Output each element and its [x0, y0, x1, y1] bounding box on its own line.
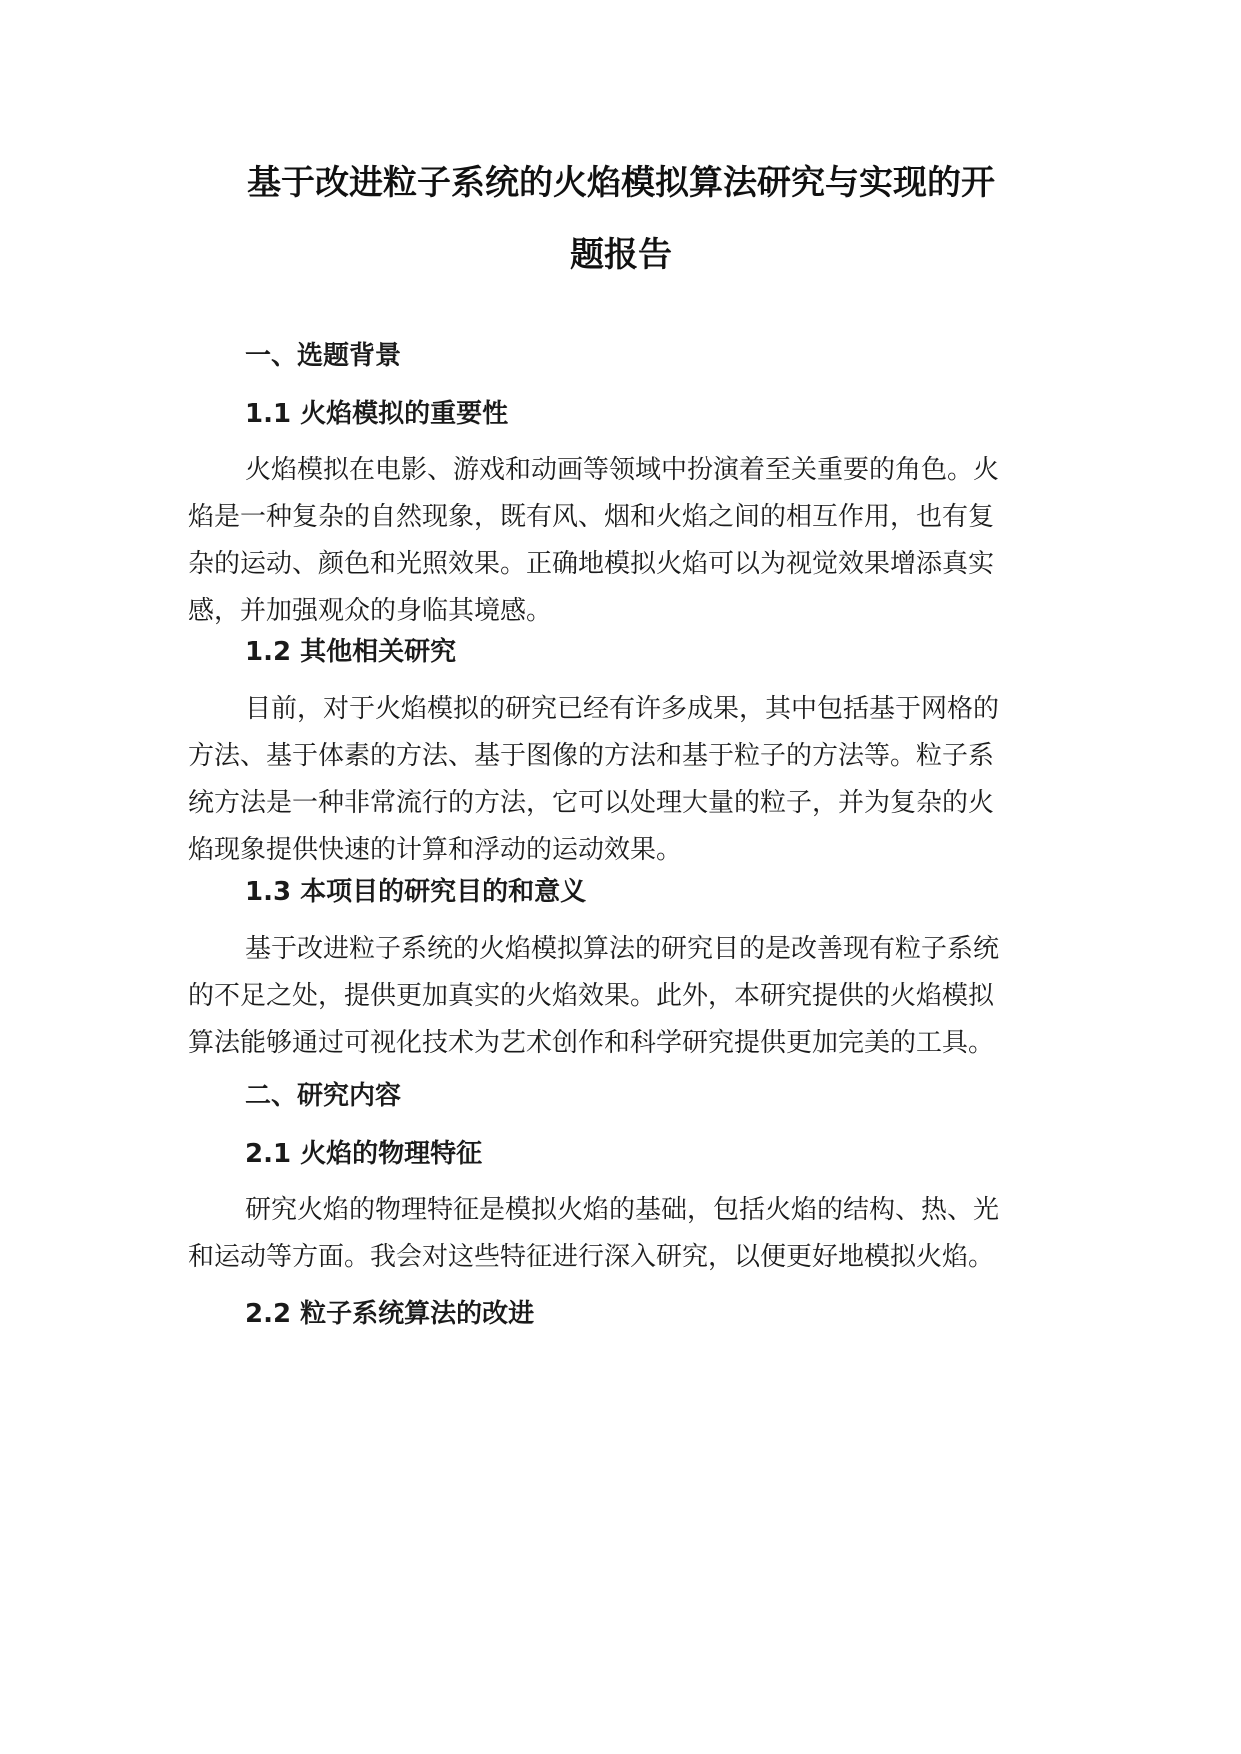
subsection-heading-2-1: 2.1 火焰的物理特征 [245, 1139, 483, 1169]
paragraph-1-1 [188, 447, 1034, 635]
subsection-heading-1-2: 1.2 其他相关研究 [245, 637, 457, 667]
paragraph-1-3 [188, 926, 1034, 1067]
section-heading-research-content: 二、研究内容 [245, 1081, 402, 1111]
section-heading-background: 一、选题背景 [245, 341, 402, 371]
document-title-line-1: 基于改进粒子系统的火焰模拟算法研究与实现的开 [247, 163, 995, 203]
paragraph-line: 杂的运动、颜色和光照效果。正确地模拟火焰可以为视觉效果增添真实 [188, 549, 995, 579]
paragraph-line: 火焰模拟在电影、游戏和动画等领域中扮演着至关重要的角色。火 [245, 455, 1000, 485]
paragraph-line: 研究火焰的物理特征是模拟火焰的基础，包括火焰的结构、热、光 [245, 1195, 1000, 1225]
document-title-line-2: 题报告 [570, 235, 672, 275]
paragraph-line: 的不足之处，提供更加真实的火焰效果。此外，本研究提供的火焰模拟 [188, 981, 995, 1011]
paragraph-line: 目前，对于火焰模拟的研究已经有许多成果，其中包括基于网格的 [245, 694, 1000, 724]
paragraph-line: 方法、基于体素的方法、基于图像的方法和基于粒子的方法等。粒子系 [188, 741, 995, 771]
subsection-heading-1-3: 1.3 本项目的研究目的和意义 [245, 877, 587, 907]
subsection-heading-2-2: 2.2 粒子系统算法的改进 [245, 1299, 535, 1329]
paragraph-line: 统方法是一种非常流行的方法，它可以处理大量的粒子，并为复杂的火 [188, 788, 995, 818]
paragraph-line: 和运动等方面。我会对这些特征进行深入研究，以便更好地模拟火焰。 [188, 1242, 995, 1272]
paragraph-line: 焰是一种复杂的自然现象，既有风、烟和火焰之间的相互作用，也有复 [188, 502, 995, 532]
paragraph-line: 基于改进粒子系统的火焰模拟算法的研究目的是改善现有粒子系统 [245, 934, 1000, 964]
paragraph-line: 焰现象提供快速的计算和浮动的运动效果。 [188, 835, 683, 865]
paragraph-1-2 [188, 686, 1034, 874]
paragraph-line: 感，并加强观众的身临其境感。 [188, 596, 553, 626]
paragraph-line: 算法能够通过可视化技术为艺术创作和科学研究提供更加完美的工具。 [188, 1028, 995, 1058]
paragraph-2-1 [188, 1187, 1034, 1281]
subsection-heading-1-1: 1.1 火焰模拟的重要性 [245, 399, 509, 429]
